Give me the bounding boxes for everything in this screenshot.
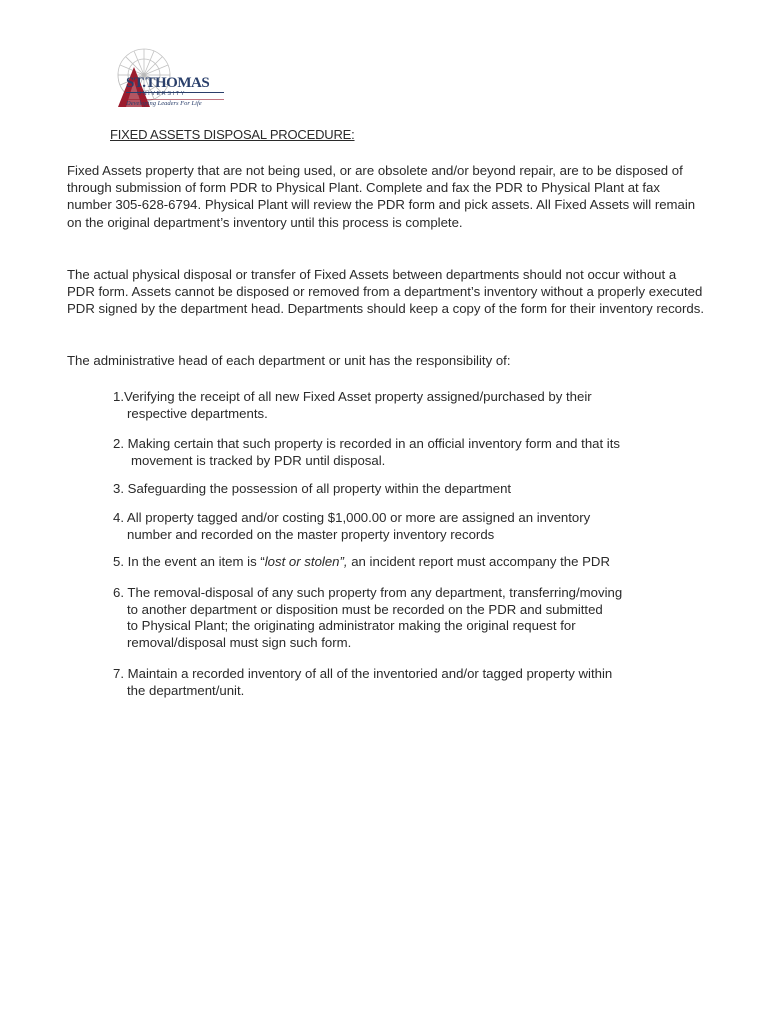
paragraph-intro: Fixed Assets property that are not being used, or are obsolete and/or beyond repair, are to be disposed of through submission of form PDR to Physical Plant. Complete and fax the PDR to Physical Plant at fax number 305-628-6794. Physical Plant will review the PDR form and pick assets. All Fixed Assets will remain on the original department’s inventory until this process is complete.: [67, 163, 696, 230]
list-item: 5. In the event an item is “lost or stolen”, an incident report must accompany the PDR: [113, 554, 610, 569]
university-logo: [112, 45, 232, 111]
document-title: FIXED ASSETS DISPOSAL PROCEDURE:: [110, 127, 355, 142]
emphasis-text: lost or stolen”,: [264, 554, 348, 569]
logo-tagline: Developing Leaders For Life: [126, 100, 202, 107]
paragraph-responsibility: The administrative head of each department or unit has the responsibility of:: [67, 353, 511, 368]
paragraph-transfer: The actual physical disposal or transfer of Fixed Assets between departments should not occur without a PDR form. Assets cannot be disposed or removed from a department’s inventory without a properly executed PDR signed by the department head. Departments should keep a copy of the form for their inventory records.: [67, 267, 704, 317]
list-item: 1.Verifying the receipt of all new Fixed Asset property assigned/purchased by their respective departments.: [113, 389, 592, 421]
list-item: 2. Making certain that such property is recorded in an official inventory form and that its movement is tracked by PDR until disposal.: [113, 436, 620, 468]
logo-subtitle: UNIVERSITY: [137, 91, 187, 97]
logo-name: ST.THOMAS: [126, 75, 210, 91]
list-item: 3. Safeguarding the possession of all property within the department: [113, 481, 512, 496]
list-item: 7. Maintain a recorded inventory of all of the inventoried and/or tagged property within the department/unit.: [113, 666, 613, 698]
list-item: 4. All property tagged and/or costing $1,000.00 or more are assigned an inventory number and recorded on the master property inventory records: [113, 510, 591, 542]
list-item: 6. The removal-disposal of any such property from any department, transferring/moving to another department or disposition must be recorded on the PDR and submitted to Physical Plant; the originating administrator making the original request for removal/disposal must sign such form.: [113, 585, 623, 650]
